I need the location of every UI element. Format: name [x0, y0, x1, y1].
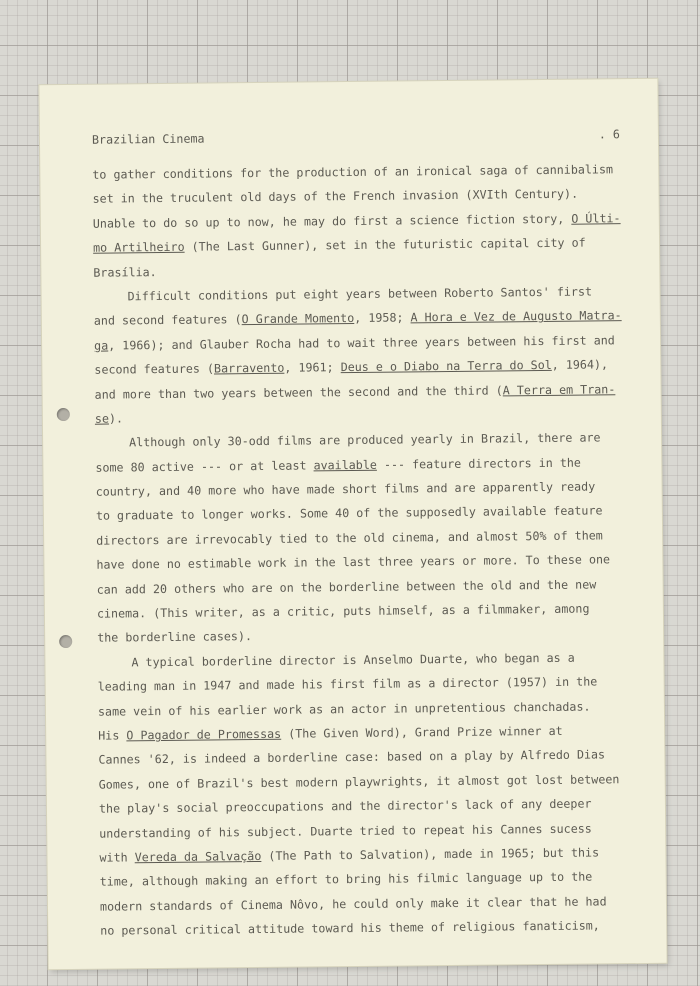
text-line: to gather conditions for the production of an ironical saga of cannibalism: [92, 162, 614, 182]
text-line: Unable to do so up to now, he may do first a science fiction story, O Últi-: [92, 210, 621, 231]
text-line: His O Pagador de Promessas (The Given Word), Grand Prize winner at: [98, 723, 563, 743]
text-line: ga, 1966); and Glauber Rocha had to wait three years between his first and: [94, 332, 615, 353]
text-line: country, and 40 more who have made short films and are apparently ready: [95, 479, 596, 499]
text-line: modern standards of Cinema Nôvo, he could only make it clear that he had: [99, 894, 607, 914]
text-line: mo Artilheiro (The Last Gunner), set in the futuristic capital city of: [93, 235, 586, 255]
text-line: the play's social preoccupations and the director's lack of any deeper: [98, 796, 592, 816]
text-line: Cannes '62, is indeed a borderline case: based on a play by Alfredo Dias: [98, 747, 606, 768]
text-line: cinema. (This writer, as a critic, puts himself, as a filmmaker, among: [96, 601, 590, 621]
text-line: can add 20 others who are on the borderline between the old and the new: [96, 577, 597, 597]
text-line: Although only 30-odd films are produced yearly in Brazil, there are: [129, 430, 601, 450]
page-number: . 6: [598, 127, 621, 142]
text-line: leading man in 1947 and made his first film as a director (1957) in the: [97, 674, 598, 694]
punch-hole: [59, 635, 72, 648]
text-line: have done no estimable work in the last three years or more. To these one: [96, 552, 611, 572]
text-line: no personal critical attitude toward his theme of religious fanaticism,: [100, 918, 600, 938]
text-line: directors are irrevocably tied to the old cinema, and almost 50% of them: [96, 528, 603, 548]
text-line: A typical borderline director is Anselmo Duarte, who began as a: [131, 650, 575, 670]
text-line: the borderline cases).: [97, 629, 253, 646]
text-line: second features (Barravento, 1961; Deus e o Diabo na Terra do Sol, 1964),: [94, 357, 609, 377]
text-line: Gomes, one of Brazil's best modern playwrights, it almost got lost between: [98, 771, 620, 792]
text-line: to graduate to longer works. Some 40 of the supposedly available feature: [95, 503, 603, 524]
running-title: Brazilian Cinema: [91, 131, 205, 147]
body-text: [92, 157, 640, 943]
text-line: set in the truculent old days of the French invasion (XVIth Century).: [92, 187, 579, 207]
text-line: se).: [94, 411, 124, 426]
text-line: same vein of his earlier work as an actor in unpretentious chanchadas.: [97, 699, 591, 719]
text-line: and second features (O Grande Momento, 1958; A Hora e Vez de Augusto Matra-: [93, 308, 622, 329]
text-line: understanding of his subject. Duarte tried to repeat his Cannes sucess: [99, 821, 592, 841]
typewritten-page: [39, 79, 666, 969]
text-line: with Vereda da Salvação (The Path to Salvation), made in 1965; but this: [99, 845, 600, 865]
text-line: Brasília.: [93, 264, 157, 280]
text-line: Difficult conditions put eight years between Roberto Santos' first: [127, 284, 593, 304]
punch-hole: [57, 408, 70, 421]
text-line: some 80 active --- or at least available --- feature directors in the: [95, 455, 581, 475]
text-line: and more than two years between the second and the third (A Terra em Tran-: [94, 381, 616, 402]
text-line: time, although making an effort to bring his filmic language up to the: [99, 869, 593, 889]
